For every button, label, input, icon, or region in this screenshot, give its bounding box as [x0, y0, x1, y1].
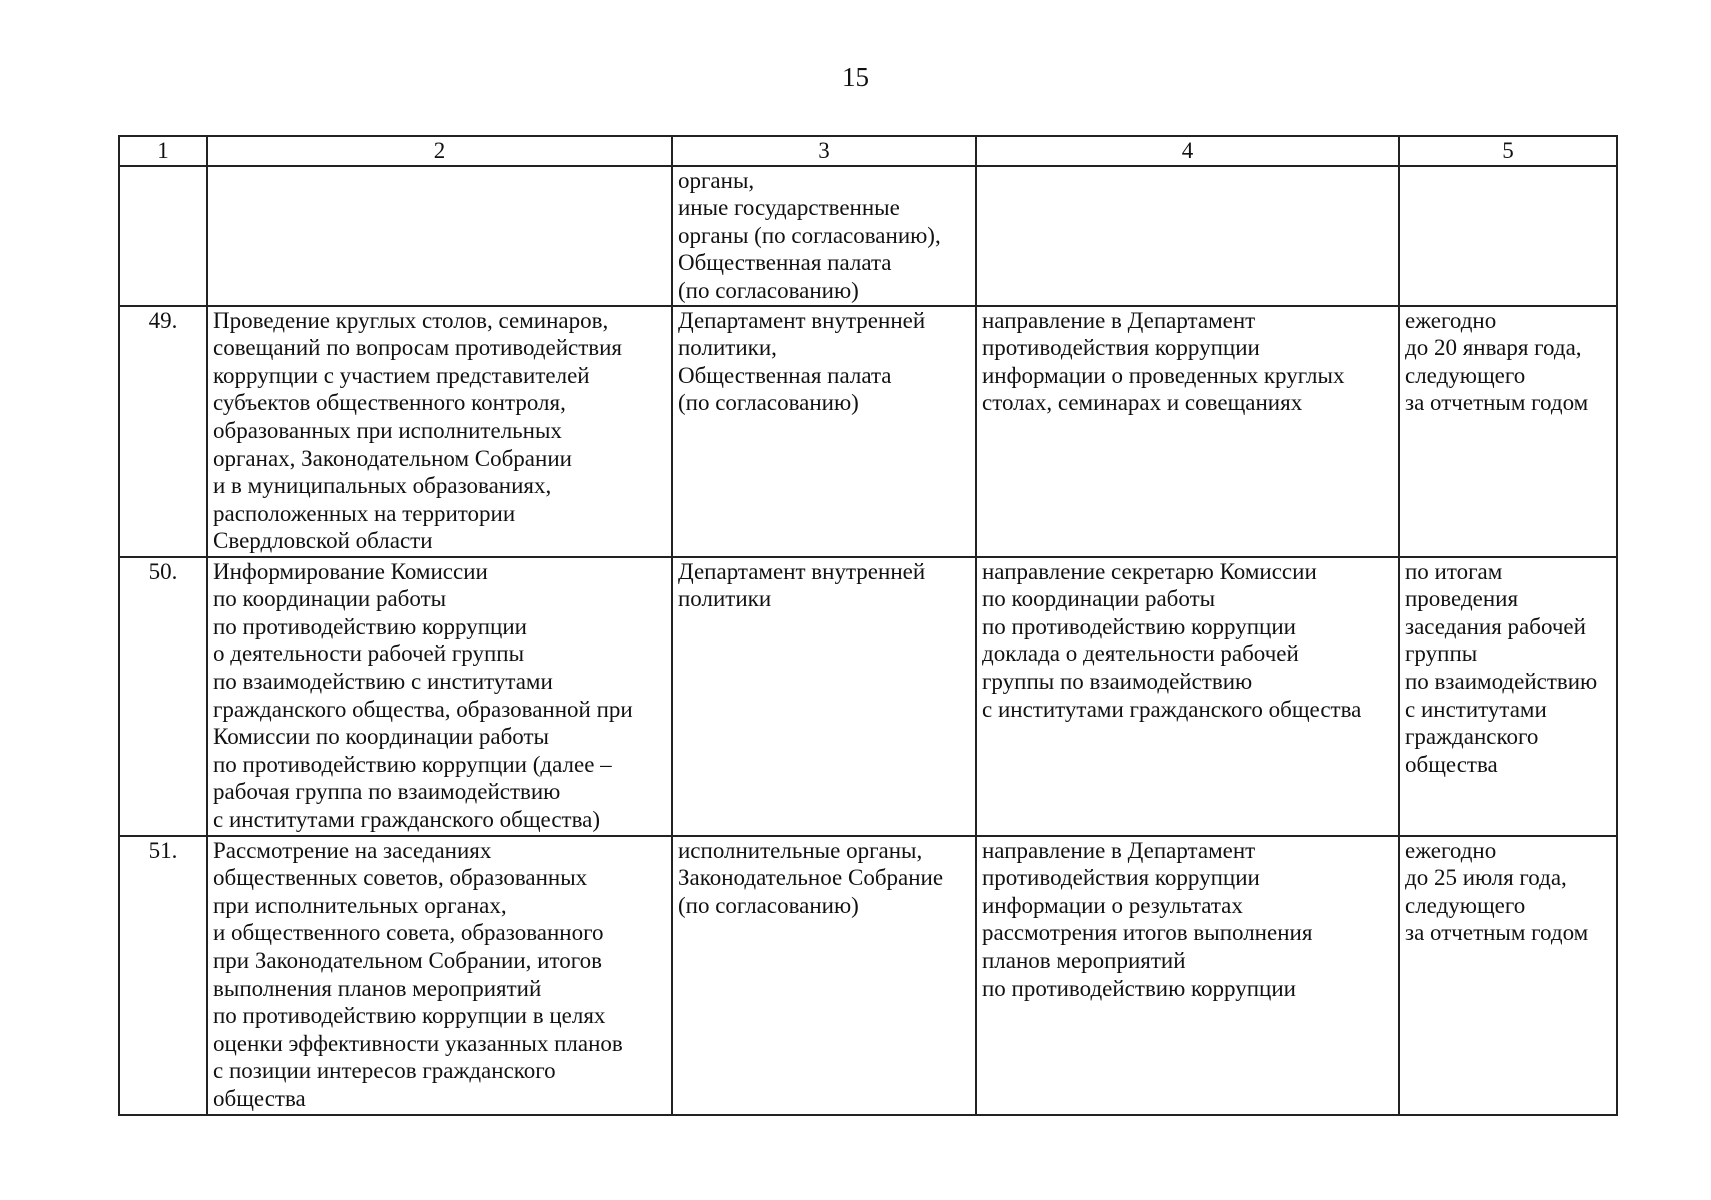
- table-row: [119, 306, 1617, 557]
- column-header-5: 5: [1399, 136, 1617, 166]
- result-cell: [976, 166, 1399, 306]
- activity-cell: Проведение круглых столов, семинаров, совещаний по вопросам противодействия коррупции с участием представителей субъектов общественного контроля, образованных при исполнительных органах, Законодательном Собрании и в муниципальных образованиях, расположенных на территории Свердловской области: [207, 306, 672, 557]
- activity-cell: Рассмотрение на заседаниях общественных советов, образованных при исполнительных органах, и общественного совета, образованного при Законодательном Собрании, итогов выполнения планов мероприятий по противодействию коррупции в целях оценки эффективности указанных планов с позиции интересов гражданского общества: [207, 836, 672, 1115]
- result-cell: направление секретарю Комиссии по координации работы по противодействию коррупции доклада о деятельности рабочей группы по взаимодействию с институтами гражданского общества: [976, 557, 1399, 836]
- deadline-cell: ежегодно до 20 января года, следующего за отчетным годом: [1399, 306, 1617, 557]
- deadline-cell: по итогам проведения заседания рабочей группы по взаимодействию с институтами гражданского общества: [1399, 557, 1617, 836]
- activity-cell: Информирование Комиссии по координации работы по противодействию коррупции о деятельности рабочей группы по взаимодействию с институтами гражданского общества, образованной при Комиссии по координации работы по противодействию коррупции (далее – рабочая группа по взаимодействию с институтами гражданского общества): [207, 557, 672, 836]
- row-number-cell: [119, 166, 207, 306]
- responsible-cell: органы, иные государственные органы (по согласованию), Общественная палата (по согласованию): [672, 166, 976, 306]
- page-number: 15: [842, 62, 869, 92]
- responsible-cell: исполнительные органы, Законодательное Собрание (по согласованию): [672, 836, 976, 1115]
- measures-table: [118, 135, 1618, 1116]
- header-row: [119, 136, 1617, 166]
- column-header-1: 1: [119, 136, 207, 166]
- column-header-4: 4: [976, 136, 1399, 166]
- deadline-cell: [1399, 166, 1617, 306]
- responsible-cell: Департамент внутренней политики: [672, 557, 976, 836]
- result-cell: направление в Департамент противодействия коррупции информации о проведенных круглых столах, семинарах и совещаниях: [976, 306, 1399, 557]
- table-body: [119, 166, 1617, 1115]
- table-row: [119, 166, 1617, 306]
- column-header-3: 3: [672, 136, 976, 166]
- column-header-2: 2: [207, 136, 672, 166]
- activity-cell: [207, 166, 672, 306]
- responsible-cell: Департамент внутренней политики, Общественная палата (по согласованию): [672, 306, 976, 557]
- deadline-cell: ежегодно до 25 июля года, следующего за отчетным годом: [1399, 836, 1617, 1115]
- table-header: [119, 136, 1617, 166]
- table-row: [119, 836, 1617, 1115]
- row-number-cell: 50.: [119, 557, 207, 836]
- row-number-cell: 49.: [119, 306, 207, 557]
- table-row: [119, 557, 1617, 836]
- row-number-cell: 51.: [119, 836, 207, 1115]
- result-cell: направление в Департамент противодействия коррупции информации о результатах рассмотрения итогов выполнения планов мероприятий по противодействию коррупции: [976, 836, 1399, 1115]
